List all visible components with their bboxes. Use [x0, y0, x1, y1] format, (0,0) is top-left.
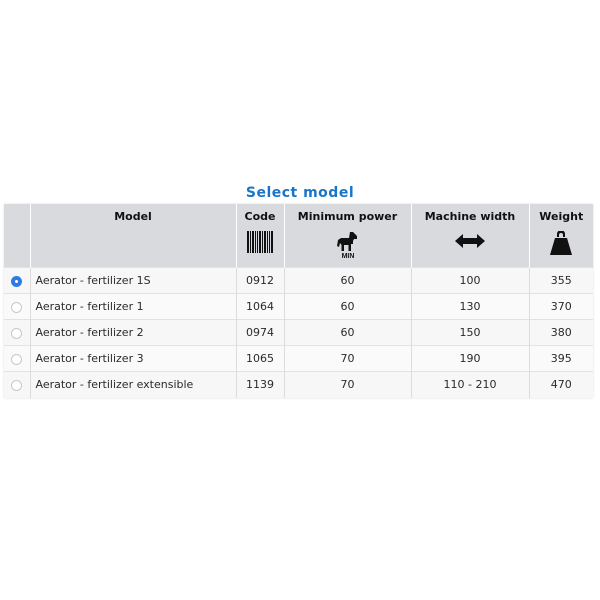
- code-cell: 0974: [236, 320, 284, 346]
- model-cell: Aerator - fertilizer 3: [30, 346, 236, 372]
- model-radio[interactable]: [11, 302, 22, 313]
- model-radio[interactable]: [11, 276, 22, 287]
- header-width: [411, 204, 529, 268]
- model-radio[interactable]: [11, 380, 22, 391]
- width-cell: 110 - 210: [411, 372, 529, 398]
- power-cell: 60: [284, 268, 411, 294]
- header-weight-label: Weight: [539, 210, 584, 223]
- width-cell: 130: [411, 294, 529, 320]
- table-row[interactable]: [4, 372, 593, 398]
- header-model: [30, 204, 236, 268]
- power-icon-badge: MIN: [341, 253, 354, 259]
- weight-cell: 370: [529, 294, 593, 320]
- double-arrow-icon: [416, 231, 525, 267]
- select-cell[interactable]: [4, 346, 30, 372]
- header-weight: [529, 204, 593, 268]
- select-cell[interactable]: [4, 268, 30, 294]
- model-cell: Aerator - fertilizer 1S: [30, 268, 236, 294]
- header-select: [4, 204, 30, 268]
- power-cell: 60: [284, 320, 411, 346]
- width-cell: 150: [411, 320, 529, 346]
- model-radio[interactable]: [11, 328, 22, 339]
- table-row[interactable]: [4, 346, 593, 372]
- table-row[interactable]: [4, 294, 593, 320]
- select-cell[interactable]: [4, 372, 30, 398]
- header-model-label: Model: [114, 210, 152, 223]
- weight-icon: [534, 231, 590, 267]
- header-width-label: Machine width: [424, 210, 516, 223]
- power-cell: 60: [284, 294, 411, 320]
- weight-cell: 470: [529, 372, 593, 398]
- table-row[interactable]: [4, 268, 593, 294]
- width-cell: 190: [411, 346, 529, 372]
- table-body: [4, 268, 593, 398]
- width-cell: 100: [411, 268, 529, 294]
- model-radio[interactable]: [11, 354, 22, 365]
- header-power-label: Minimum power: [297, 210, 398, 223]
- model-cell: Aerator - fertilizer 1: [30, 294, 236, 320]
- select-cell[interactable]: [4, 320, 30, 346]
- select-cell[interactable]: [4, 294, 30, 320]
- table-header-row: [4, 204, 593, 268]
- weight-cell: 395: [529, 346, 593, 372]
- code-cell: 0912: [236, 268, 284, 294]
- table-row[interactable]: [4, 320, 593, 346]
- header-power: [284, 204, 411, 268]
- model-table: [4, 204, 593, 398]
- power-cell: 70: [284, 372, 411, 398]
- code-cell: 1064: [236, 294, 284, 320]
- header-code-label: Code: [244, 210, 276, 223]
- power-cell: 70: [284, 346, 411, 372]
- barcode-icon: [241, 231, 280, 267]
- code-cell: 1139: [236, 372, 284, 398]
- header-code: [236, 204, 284, 268]
- model-cell: Aerator - fertilizer extensible: [30, 372, 236, 398]
- weight-cell: 380: [529, 320, 593, 346]
- weight-cell: 355: [529, 268, 593, 294]
- model-cell: Aerator - fertilizer 2: [30, 320, 236, 346]
- horse-min-icon: [289, 231, 407, 267]
- page-title: Select model: [245, 185, 355, 201]
- code-cell: 1065: [236, 346, 284, 372]
